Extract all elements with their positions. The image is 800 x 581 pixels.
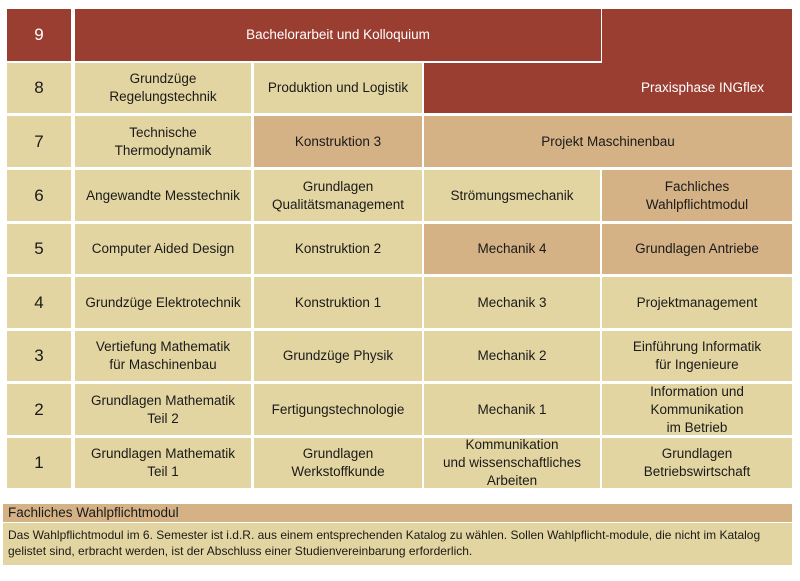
module-informatik: Einführung Informatik für Ingenieure (602, 331, 792, 381)
footer-title: Fachliches Wahlpflichtmodul (3, 504, 792, 522)
module-konstruktion-1: Konstruktion 1 (254, 277, 422, 328)
module-mechanik-2: Mechanik 2 (424, 331, 600, 381)
module-mechanik-3: Mechanik 3 (424, 277, 600, 328)
semester-7-number: 7 (7, 116, 71, 167)
footer-text: Das Wahlpflichtmodul im 6. Semester ist i.d.R. aus einem entsprechenden Katalog zu wählen. Sollen Wahlpflicht-module, die nicht im Katalog gelistet sind, erbracht werden, ist der Abschluss einer Studienvereinbarung erforderlich. (3, 523, 792, 565)
semester-5-number: 5 (7, 224, 71, 274)
module-vertiefung-mathematik: Vertiefung Mathematik für Maschinenbau (75, 331, 251, 381)
bachelorarbeit-cell: Bachelorarbeit und Kolloquium (75, 9, 601, 61)
module-fertigungstechnologie: Fertigungstechnologie (254, 384, 422, 435)
module-projekt-maschinenbau: Projekt Maschinenbau (424, 116, 792, 167)
module-information-kommunikation: Information und Kommunikation im Betrieb (602, 384, 792, 435)
module-mathematik-1: Grundlagen Mathematik Teil 1 (75, 438, 251, 488)
module-konstruktion-2: Konstruktion 2 (254, 224, 422, 274)
semester-4-number: 4 (7, 277, 71, 328)
module-cad: Computer Aided Design (75, 224, 251, 274)
module-mechanik-1: Mechanik 1 (424, 384, 600, 435)
module-stroemungsmechanik: Strömungsmechanik (424, 170, 600, 221)
semester-2-number: 2 (7, 384, 71, 435)
module-wahlpflichtmodul: Fachliches Wahlpflichtmodul (602, 170, 792, 221)
module-regelungstechnik: Grundzüge Regelungstechnik (75, 63, 251, 113)
semester-6-number: 6 (7, 170, 71, 221)
module-physik: Grundzüge Physik (254, 331, 422, 381)
module-produktion-logistik: Produktion und Logistik (254, 63, 422, 113)
module-qualitaetsmanagement: Grundlagen Qualitätsmanagement (254, 170, 422, 221)
praxisphase-top-extension (602, 9, 792, 63)
semester-1-number: 1 (7, 438, 71, 488)
semester-8-number: 8 (7, 63, 71, 113)
semester-3-number: 3 (7, 331, 71, 381)
module-mechanik-4: Mechanik 4 (424, 224, 600, 274)
module-projektmanagement: Projektmanagement (602, 277, 792, 328)
praxisphase-cell: Praxisphase INGflex (424, 63, 792, 113)
module-kommunikation-arbeiten: Kommunikation und wissenschaftliches Arbeiten (424, 438, 600, 488)
module-elektrotechnik: Grundzüge Elektrotechnik (75, 277, 251, 328)
module-werkstoffkunde: Grundlagen Werkstoffkunde (254, 438, 422, 488)
module-mathematik-2: Grundlagen Mathematik Teil 2 (75, 384, 251, 435)
module-betriebswirtschaft: Grundlagen Betriebswirtschaft (602, 438, 792, 488)
module-thermodynamik: Technische Thermodynamik (75, 116, 251, 167)
module-antriebe: Grundlagen Antriebe (602, 224, 792, 274)
module-messtechnik: Angewandte Messtechnik (75, 170, 251, 221)
semester-9-number: 9 (7, 9, 71, 61)
module-konstruktion-3: Konstruktion 3 (254, 116, 422, 167)
